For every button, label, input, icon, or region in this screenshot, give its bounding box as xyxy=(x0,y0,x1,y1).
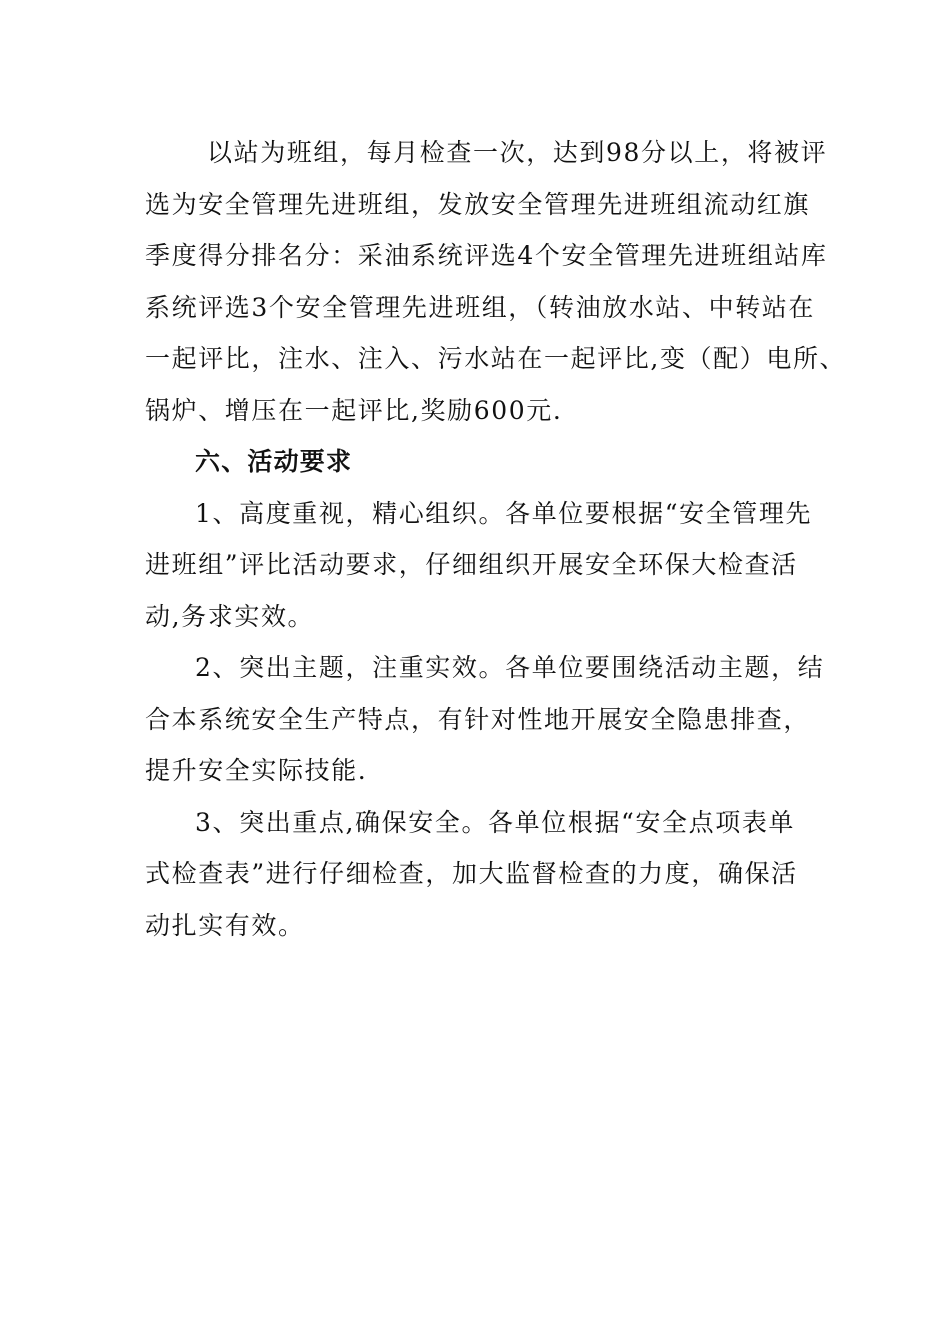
paragraph-line: 3、突出重点,确保安全。各单位根据“安全点项表单 xyxy=(195,807,796,837)
paragraph-line: 进班组”评比活动要求，仔细组织开展安全环保大检查活 xyxy=(145,550,798,579)
section-heading-row xyxy=(145,436,825,488)
paragraph-line: 动扎实有效。 xyxy=(145,910,305,940)
paragraph-line: 锅炉、增压在一起评比,奖励600元. xyxy=(145,395,563,425)
paragraph-line: 选为安全管理先进班组，发放安全管理先进班组流动红旗 xyxy=(145,189,811,219)
paragraph-line: 以站为班组，每月检查一次，达到98分以上，将被评 xyxy=(207,138,828,167)
paragraph-line: 1、高度重视，精心组织。各单位要根据“安全管理先 xyxy=(195,498,813,528)
paragraph-line: 2、突出主题，注重实效。各单位要围绕活动主题，结 xyxy=(195,653,825,682)
paragraph-line: 式检查表”进行仔细检查，加大监督检查的力度，确保活 xyxy=(145,859,798,888)
section-heading: 六、活动要求 xyxy=(195,447,353,476)
paragraph-line: 动,务求实效。 xyxy=(145,601,315,631)
requirement-item-3 xyxy=(145,797,825,952)
paragraph-line: 系统评选3个安全管理先进班组，（转油放水站、中转站在 xyxy=(145,292,816,322)
paragraph-line: 季度得分排名分：采油系统评选4个安全管理先进班组站库 xyxy=(145,241,828,270)
paragraph-line: 合本系统安全生产特点，有针对性地开展安全隐患排查， xyxy=(145,704,811,734)
requirement-item-2 xyxy=(145,642,825,797)
paragraph-line: 一起评比，注水、注入、污水站在一起评比,变（配）电所、 xyxy=(145,344,847,373)
intro-paragraph xyxy=(145,127,847,436)
paragraph-line: 提升安全实际技能. xyxy=(145,756,368,785)
requirement-item-1 xyxy=(145,488,825,643)
document-body xyxy=(145,127,847,951)
